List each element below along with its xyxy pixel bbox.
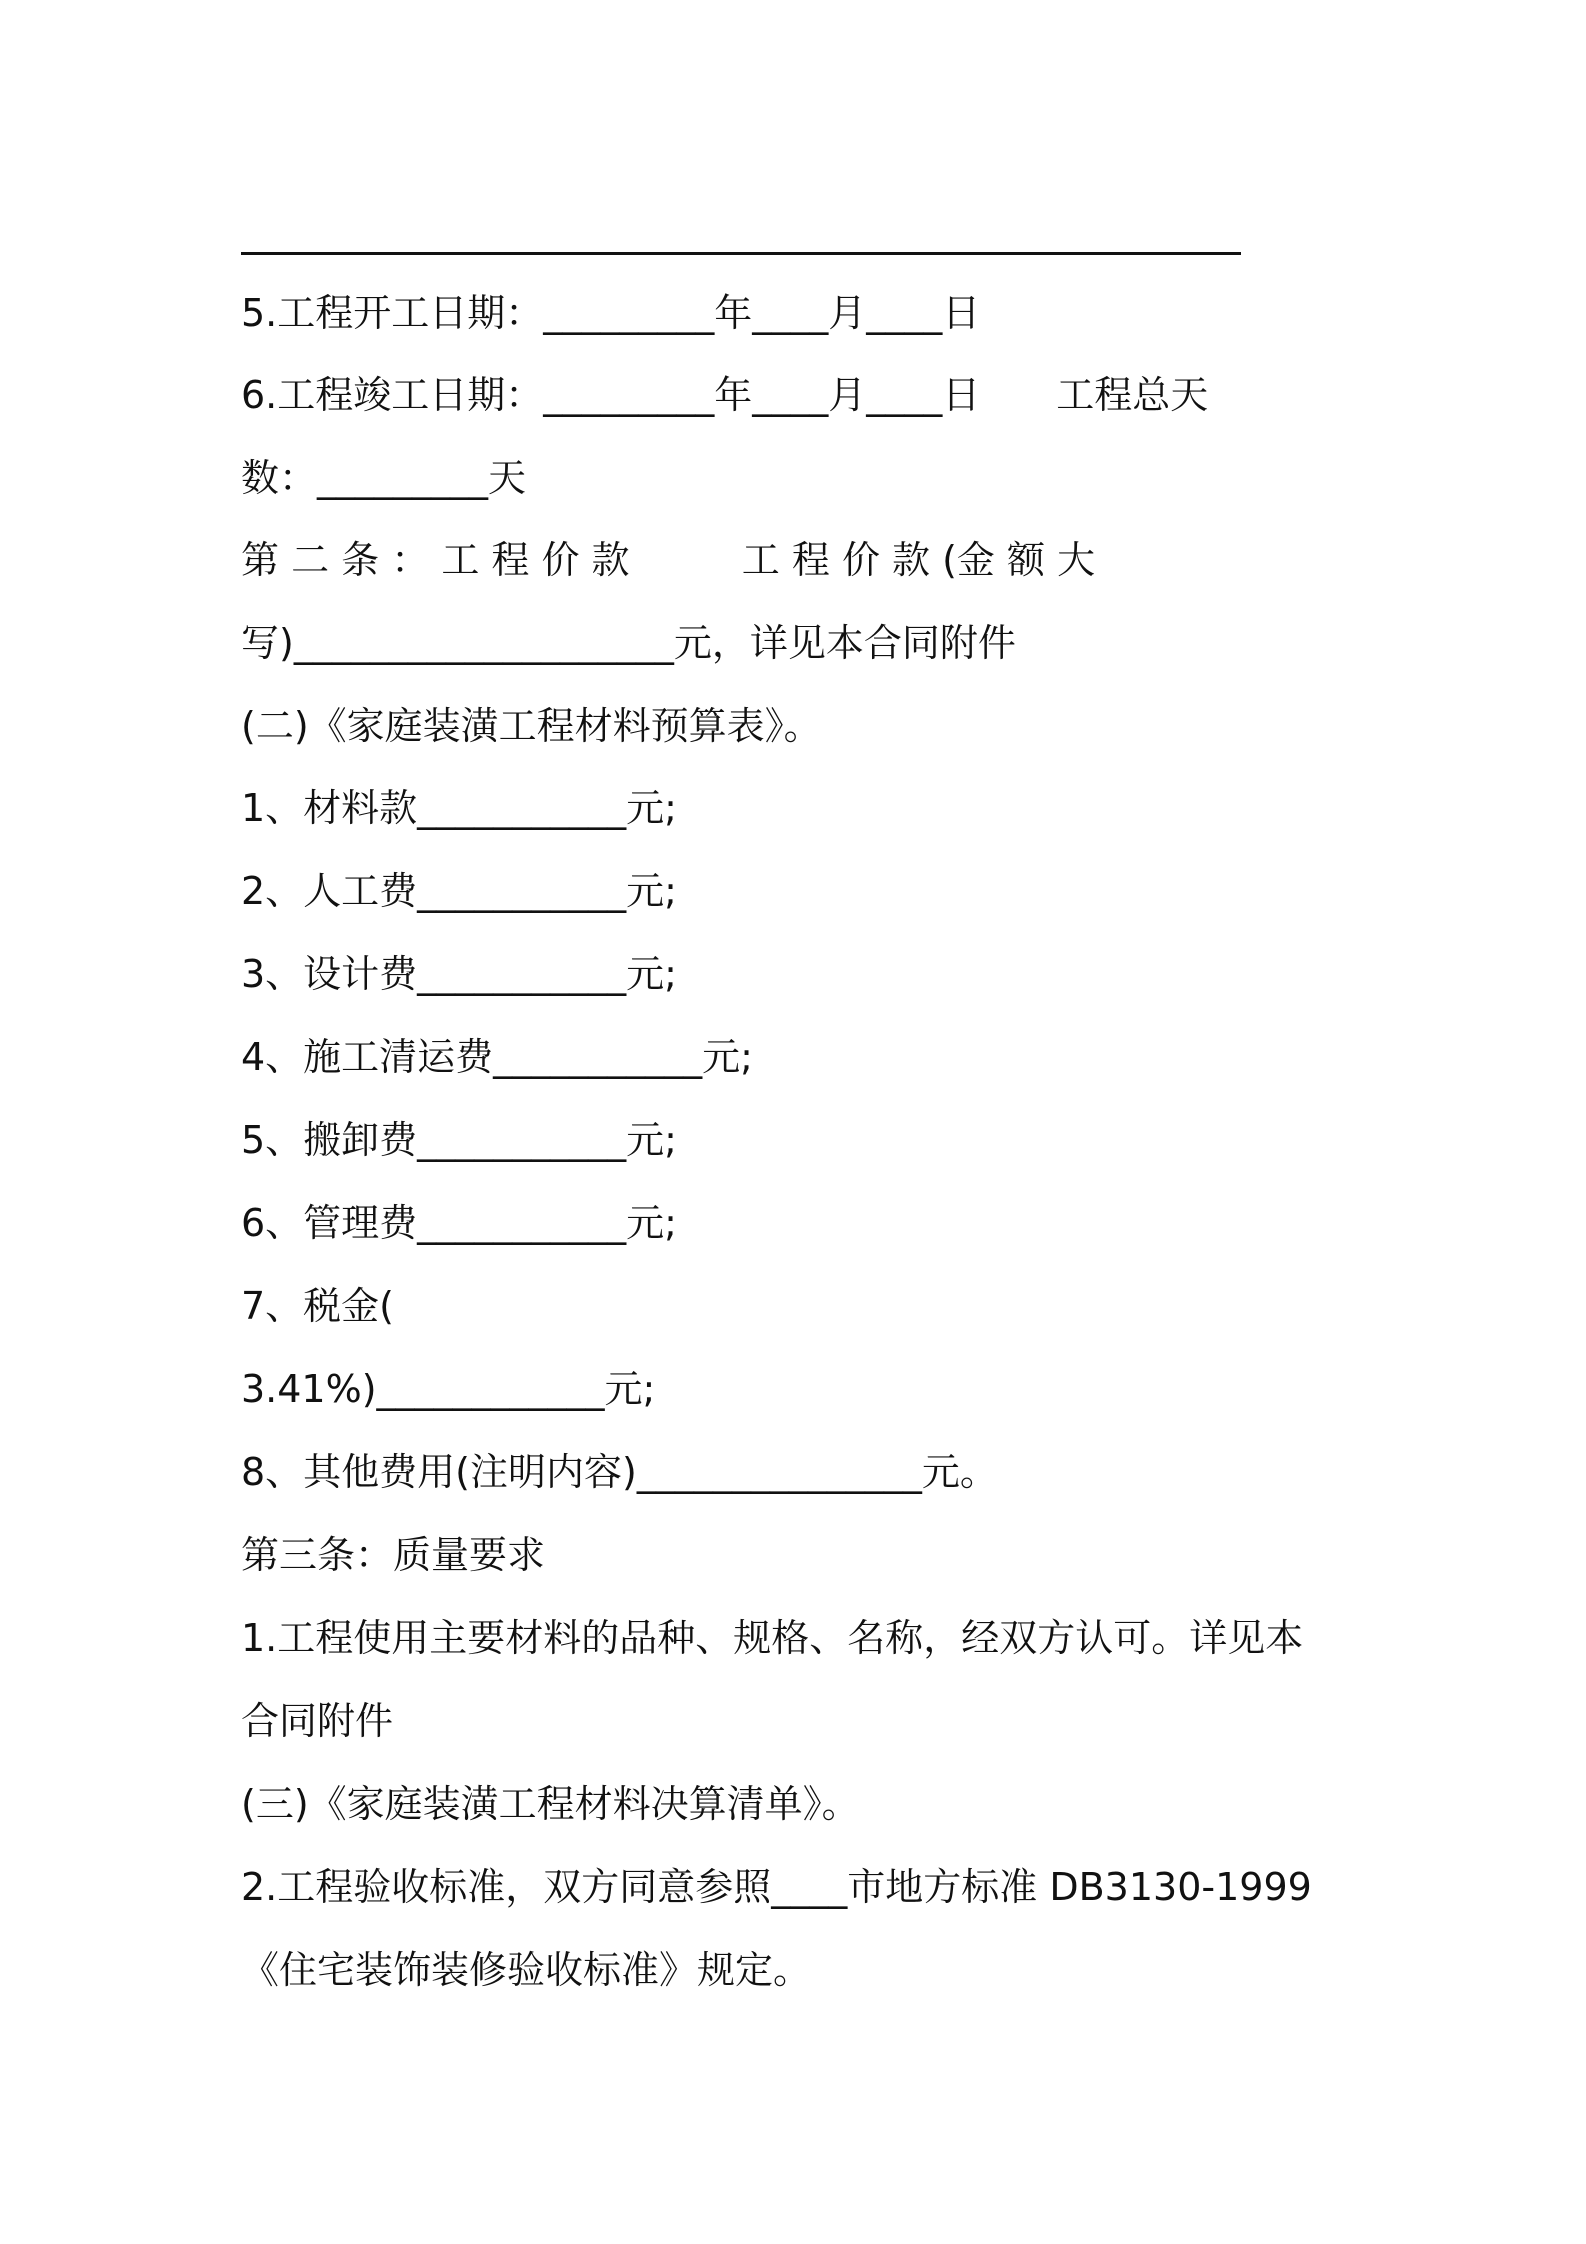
article-two-heading: 第 二 条 ： 工 程 价 款 工 程 价 款 (金 额 大 <box>241 538 1096 582</box>
start-date-line: 5.工程开工日期：_________年____月____日 <box>241 291 981 335</box>
other-fees-line: 8、其他费用(注明内容)_______________元。 <box>241 1450 998 1494</box>
management-fee-line: 6、管理费___________元; <box>241 1201 677 1245</box>
materials-clause-continuation: 合同附件 <box>241 1699 394 1743</box>
labor-fee-line: 2、人工费___________元; <box>241 869 677 913</box>
amount-in-words-line: 写)____________________元，详见本合同附件 <box>241 621 1016 665</box>
total-days-line: 数：_________天 <box>241 456 527 500</box>
materials-clause-line: 1.工程使用主要材料的品种、规格、名称，经双方认可。详见本 <box>241 1616 1304 1660</box>
final-accounts-reference: (三)《家庭装潢工程材料决算清单》。 <box>241 1782 860 1826</box>
design-fee-line: 3、设计费___________元; <box>241 952 677 996</box>
acceptance-standard-line: 2.工程验收标准，双方同意参照____市地方标准 DB3130-1999 <box>241 1865 1312 1909</box>
tax-line: 7、税金( <box>241 1284 395 1328</box>
material-fee-line: 1、材料款___________元; <box>241 786 677 830</box>
top-blank-rule <box>241 252 1241 255</box>
article-three-heading: 第三条：质量要求 <box>241 1533 546 1577</box>
acceptance-standard-continuation: 《住宅装饰装修验收标准》规定。 <box>241 1948 812 1992</box>
completion-date-line: 6.工程竣工日期：_________年____月____日 工程总天 <box>241 373 1209 417</box>
cleanup-fee-line: 4、施工清运费___________元; <box>241 1035 753 1079</box>
handling-fee-line: 5、搬卸费___________元; <box>241 1118 677 1162</box>
tax-rate-line: 3.41%)____________元; <box>241 1367 656 1411</box>
budget-table-reference: (二)《家庭装潢工程材料预算表》。 <box>241 704 822 748</box>
